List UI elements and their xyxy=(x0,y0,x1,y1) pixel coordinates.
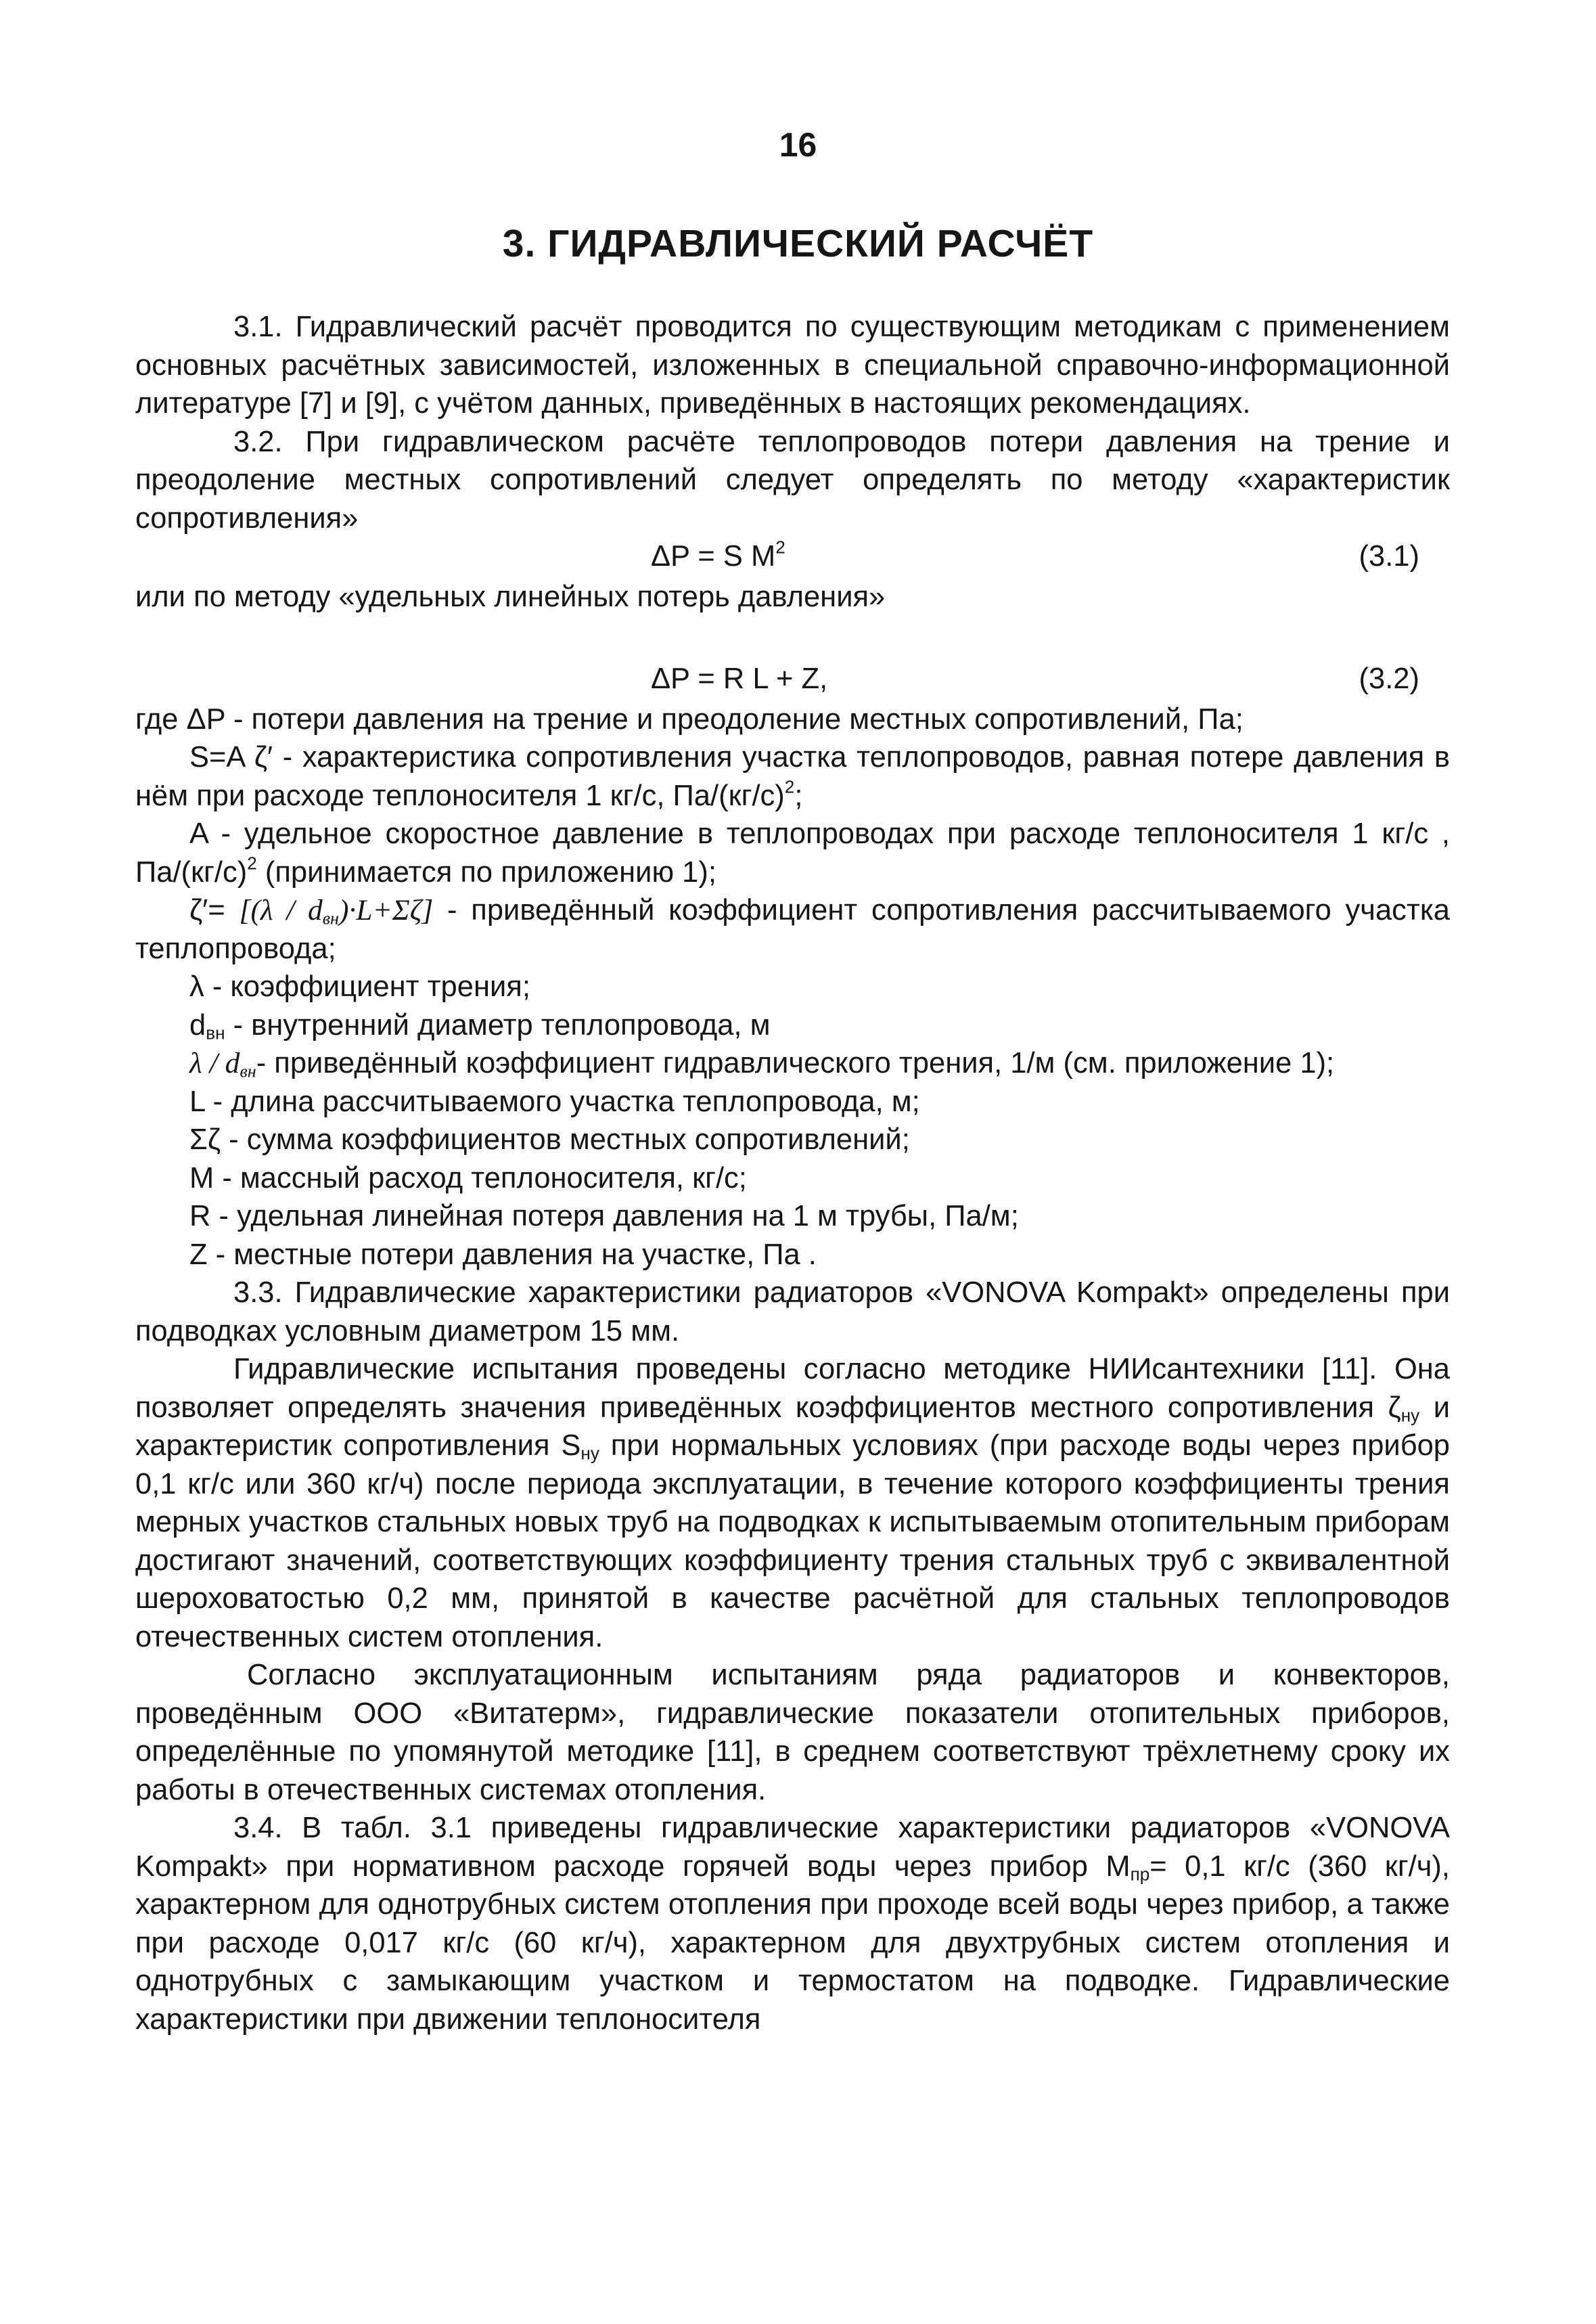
definition-delta-p: где ΔP - потери давления на трение и преодоление местных сопротивлений, Па; xyxy=(135,702,1244,736)
definition-sum-zeta: Σζ - сумма коэффициентов местных сопротивлений; xyxy=(189,1123,910,1156)
paragraph-3-1: 3.1. Гидравлический расчёт проводится по существующим методикам с применением основных расчётных зависимостей, изложенных в специальной справочно-информационной литературе [7] и [9], с учётом данных, приведённых в настоящих рекомендациях. xyxy=(135,311,1450,420)
definition-m: M - массный расход теплоносителя, кг/с; xyxy=(189,1161,747,1194)
definition-s: S=A ζ′ - характеристика сопротивления участка теплопроводов, равная потере давления в нём при расходе теплоносителя 1 кг/с, $Па/(кг/с)^2$; xyxy=(135,741,1450,812)
paragraph-3-4: 3.4. В табл. 3.1 приведены гидравлические характеристики радиаторов «VONOVA Kompakt» при нормативном расходе горячей воды через прибор $M_{пр}= 0,1$ кг/с (360 кг/ч), характерном для однотрубных систем отопления при проходе всей воды через прибор, а также при расходе 0,017 кг/с (60 кг/ч), характерном для двухтрубных систем отопления и однотрубных с замыкающим участком и термостатом на подводке. Гидравлические характеристики при движении теплоносителя xyxy=(135,1812,1451,2036)
paragraph-or-method: или по методу «удельных линейных потерь давления» xyxy=(135,581,886,613)
page-number: 16 xyxy=(779,126,817,164)
formula-3-2 xyxy=(135,660,1450,700)
paragraph-3-2: 3.2. При гидравлическом расчёте теплопроводов потери давления на трение и преодоление местных сопротивлений следует определять по методу «характеристик сопротивления» xyxy=(135,425,1450,535)
paragraph-hydraulic-tests: Гидравлические испытания проведены согласно методике НИИсантехники [11]. Она позволяет определять значения приведённых коэффициентов местного сопротивления $\zeta_{ну}$ и характеристик сопротивления $S_{ну}$ при нормальных условиях (при расходе воды через прибор 0,1 кг/с или 360 кг/ч) после периода эксплуатации, в течение которого коэффициенты трения мерных участков стальных новых труб на подводках к испытываемым отопительным приборам достигают значений, соответствующих коэффициенту трения стальных труб с эквивалентной шероховатостью 0,2 мм, принятой в качестве расчётной для стальных теплопроводов отечественных систем отопления. xyxy=(135,1353,1451,1653)
body-text xyxy=(135,308,1450,2038)
definition-r: R - удельная линейная потеря давления на 1 м трубы, Па/м; xyxy=(189,1200,1019,1232)
zeta-formula: $[(\lambda / d_{вн})\cdot L+\Sigma\zeta]$ xyxy=(239,894,434,929)
definition-lambda: λ - коэффициент трения; xyxy=(189,970,530,1003)
definition-a: A - удельное скоростное давление в теплопроводах при расходе теплоносителя 1 кг/с , $Па/(кг/с)^2$ (принимается по приложению 1); xyxy=(135,818,1450,889)
paragraph-vitaterm: Согласно эксплуатационным испытаниям ряда радиаторов и конвекторов, проведённым ООО «Витатерм», гидравлические показатели отопительных приборов, определённые по упомянутой методике [11], в среднем соответствуют трёхлетнему сроку их работы в отечественных системах отопления. xyxy=(135,1659,1450,1806)
section-heading: 3. ГИДРАВЛИЧЕСКИЙ РАСЧЁТ xyxy=(502,222,1094,265)
formula-3-2-number: (3.2) xyxy=(1359,662,1419,695)
definition-l: L - длина рассчитываемого участка теплопровода, м; xyxy=(189,1085,920,1118)
definition-lambda-over-d: λ / $d_{вн}-$ приведённый коэффициент гидравлического трения, 1/м (см. приложение 1); xyxy=(189,1047,1335,1081)
formula-3-1 xyxy=(135,537,1450,578)
definition-zeta: $\zeta'= [(\lambda / d_{вн})\cdot L+\Sigma\zeta]$ - приведённый коэффициент сопротивления рассчитываемого участка теплопровода; xyxy=(135,894,1451,965)
formula-3-1-number: (3.1) xyxy=(1359,540,1419,573)
paragraph-3-3: 3.3. Гидравлические характеристики радиаторов «VONOVA Kompakt» определены при подводках условным диаметром 15 мм. xyxy=(135,1276,1450,1347)
formula-3-1-expression: ΔP = S $M^2$ xyxy=(651,537,785,573)
definition-z: Z - местные потери давления на участке, Па . xyxy=(189,1238,817,1271)
definition-d-inner: $d_{вн}$ - внутренний диаметр теплопровода, м xyxy=(189,1008,771,1044)
formula-3-2-expression: ΔP = R L + Z, xyxy=(651,662,828,695)
